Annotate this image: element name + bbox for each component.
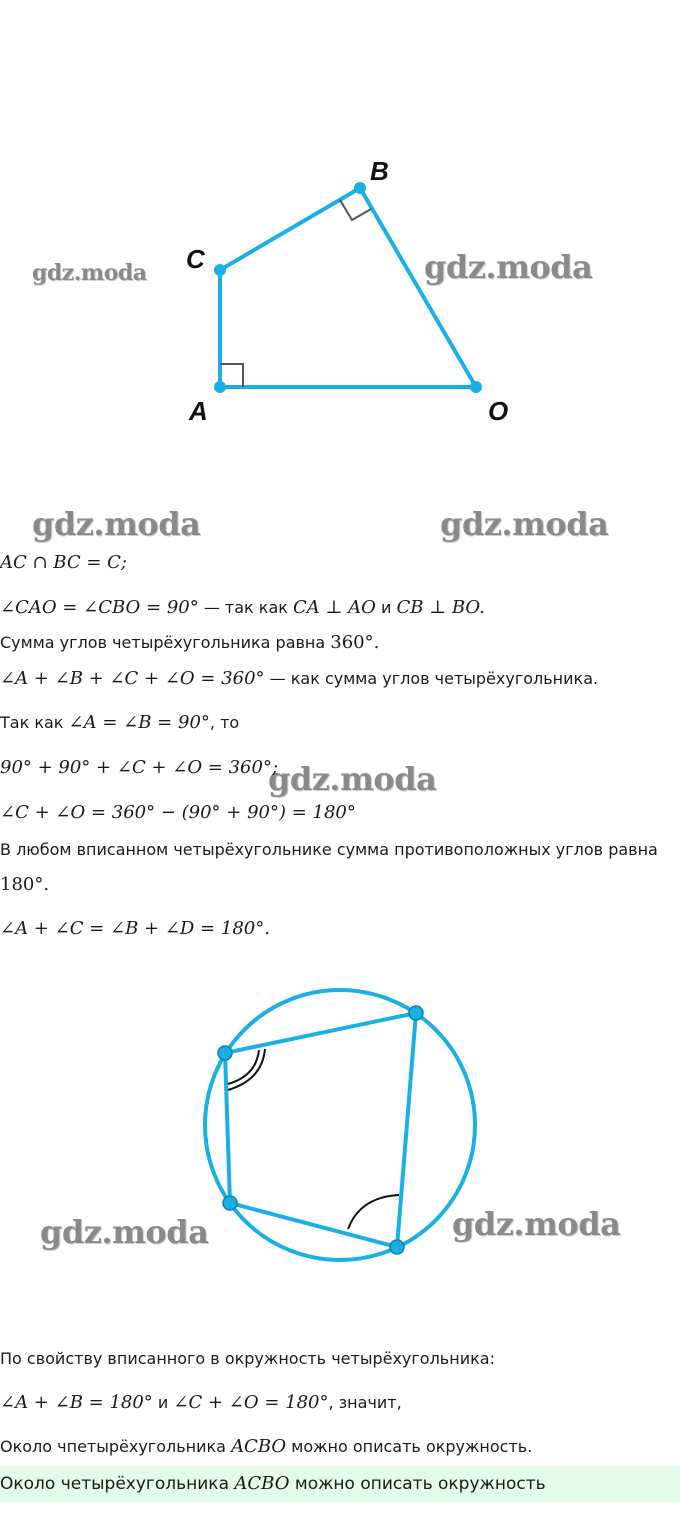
solution-line — [0, 668, 598, 689]
text-fragment: По свойству вписанного в окружность четырёхугольника: — [0, 1349, 495, 1368]
solution-line — [0, 757, 278, 778]
vertex-point — [409, 1006, 423, 1020]
solution-line — [0, 918, 270, 939]
solution-line — [0, 874, 49, 895]
math-expr: CB ⊥ BO. — [396, 597, 485, 618]
solution-line — [0, 802, 356, 823]
solution-line — [0, 712, 239, 733]
text-fragment: — так как — [198, 598, 294, 617]
label-b: B — [370, 156, 389, 186]
solution-line — [0, 1436, 532, 1457]
solution-line — [0, 840, 658, 859]
text-fragment: и — [152, 1393, 174, 1412]
math-expr: ∠C + ∠O = 360° − (90° + 90°) = 180° — [0, 802, 356, 823]
right-angle-mark-b — [340, 200, 371, 220]
label-a: A — [189, 396, 208, 426]
angle-arc — [348, 1195, 399, 1229]
label-c: C — [186, 244, 205, 274]
math-expr: AC ∩ BC = C; — [0, 552, 127, 573]
watermark: gdz.moda — [32, 260, 147, 286]
inscribed-quadrilateral — [225, 1013, 416, 1247]
vertex-c — [214, 264, 226, 276]
math-expr: ∠A + ∠C = ∠B + ∠D = 180°. — [0, 918, 270, 939]
math-expr: 90° + 90° + ∠C + ∠O = 360°; — [0, 757, 279, 778]
label-o: O — [488, 396, 509, 426]
math-expr: ∠A = ∠B = 90° — [68, 712, 210, 733]
angle-arc-outer — [228, 1049, 265, 1090]
vertex-point — [390, 1240, 404, 1254]
vertex-point — [218, 1046, 232, 1060]
vertex-o — [470, 381, 482, 393]
vertex-a — [214, 381, 226, 393]
math-expr: ∠A + ∠B = 180° — [0, 1392, 153, 1413]
answer-text — [0, 1473, 546, 1494]
math-expr: ∠CAO = ∠CBO = 90° — [0, 597, 199, 618]
text-fragment: — как сумма углов четырёхугольника. — [264, 669, 599, 688]
watermark: gdz.moda — [440, 505, 609, 543]
math-expr: ACBO — [234, 1473, 290, 1494]
math-expr: ACBO — [231, 1436, 287, 1457]
solution-line — [0, 597, 485, 618]
answer-box — [0, 1466, 680, 1502]
text-fragment: Около чпетырёхугольника — [0, 1437, 232, 1456]
text-fragment: Так как — [0, 713, 69, 732]
text-fragment: , значит, — [328, 1393, 402, 1412]
text-fragment: можно описать окружность. — [286, 1437, 533, 1456]
quadrilateral-acbo — [220, 188, 476, 387]
math-expr: 360°. — [330, 632, 380, 653]
watermark: gdz.moda — [268, 760, 437, 798]
text-fragment: Сумма углов четырёхугольника равна — [0, 633, 331, 652]
angle-arc-inner — [228, 1050, 259, 1084]
math-expr: ∠A + ∠B + ∠C + ∠O = 360° — [0, 668, 265, 689]
text-fragment: и — [375, 598, 397, 617]
text-fragment: , то — [209, 713, 240, 732]
vertex-b — [354, 182, 366, 194]
text-fragment: В любом вписанном четырёхугольнике сумма противоположных углов равна — [0, 840, 658, 859]
solution-line — [0, 1392, 402, 1413]
vertex-point — [223, 1196, 237, 1210]
watermark: gdz.moda — [40, 1213, 209, 1251]
text-fragment: можно описать окружность — [289, 1474, 546, 1494]
watermark: gdz.moda — [424, 248, 593, 286]
solution-line — [0, 632, 379, 653]
watermark: gdz.moda — [452, 1205, 621, 1243]
math-expr: 180°. — [0, 874, 50, 895]
math-expr: ∠C + ∠O = 180° — [173, 1392, 329, 1413]
watermark: gdz.moda — [32, 505, 201, 543]
text-fragment: Около четырёхугольника — [0, 1474, 235, 1494]
math-expr: CA ⊥ AO — [293, 597, 376, 618]
solution-line — [0, 1349, 495, 1368]
solution-line — [0, 552, 127, 573]
